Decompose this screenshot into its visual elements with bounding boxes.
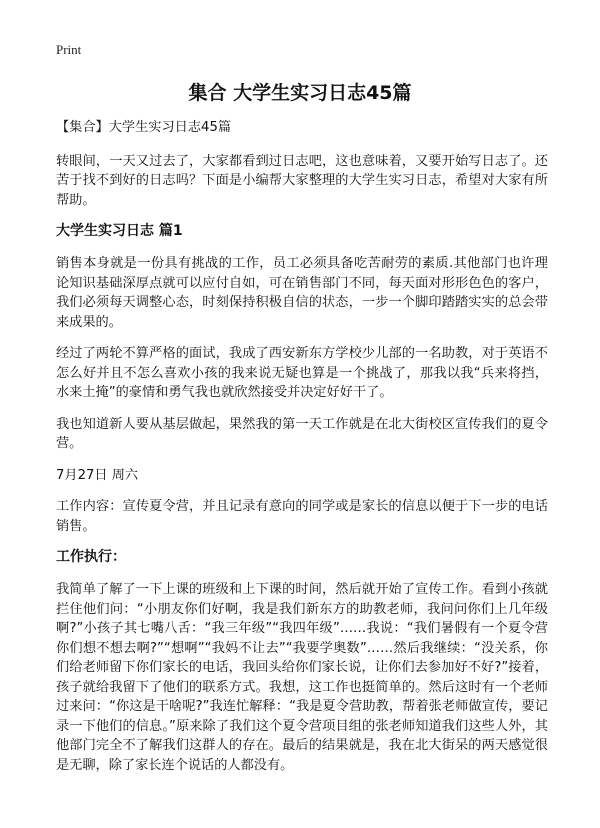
section-heading-1: 大学生实习日志 篇1 [56,223,183,239]
document-subtitle: 【集合】大学生实习日志45篇 [56,120,232,135]
print-label: Print [56,42,82,57]
paragraph-2: 经过了两轮不算严格的面试，我成了西安新东方学校少儿部的一名助教，对于英语不怎么好并且不怎么喜欢小孩的我来说无疑也算是一个挑战了，那我以我“兵来将挡，水来土掩”的豪情和勇气我也就欣然接受并决定好好干了。 [56,346,548,400]
paragraph-4: 工作内容：宣传夏令营，并且记录有意向的同学或是家长的信息以便于下一步的电话销售。 [56,499,548,534]
date-line: 7月27日 周六 [56,467,139,483]
paragraph-5: 我简单了解了一下上课的班级和上下课的时间，然后就开始了宣传工作。看到小孩就拦住他们问：“小朋友你们好啊，我是我们新东方的助教老师，我问问你们上几年级啊?”小孩子其七嘴八舌：“我三年级”“我四年级”……我说：“我们暑假有一个夏令营你们想不想去啊?”“想啊”“我妈不让去”“我要学奥数”……然后我继续：“没关系，你们给老师留下你们家长的电话，我回头给你们家长说，让你们去参加好不好?”接着，孩子就给我留下了他们的联系方式。我想，这工作也挺简单的。然后这时有一个老师过来问：“你这是干啥呢?”我连忙解释：“我是夏令营助教，帮着张老师做宣传，要记录一下他们的信息。”原来除了我们这个夏令营项目组的张老师知道我们这些人外，其他部门完全不了解我们这群人的存在。最后的结果就是，我在北大街呆的两天感觉很是无聊，除了家长连个说话的人都没有。 [56,582,548,773]
section-heading-2: 工作执行： [56,549,126,565]
document-title: 集合 大学生实习日志45篇 [188,82,412,104]
paragraph-3: 我也知道新人要从基层做起，果然我的第一天工作就是在北大街校区宣传我们的夏令营。 [56,416,548,451]
intro-paragraph: 转眼间，一天又过去了，大家都看到过日志吧，这也意味着，又要开始写日志了。还苦于找不到好的日志吗？下面是小编帮大家整理的大学生实习日志，希望对大家有所帮助。 [56,153,548,208]
document-body [56,118,548,787]
paragraph-1: 销售本身就是一份具有挑战的工作，员工必须具备吃苦耐劳的素质.其他部门也许理论知识基础深厚点就可以应付自如，可在销售部门不同，每天面对形形色色的客户，我们必须每天调整心态，时刻保持积极自信的状态，一步一个脚印踏踏实实的总会带来成果的。 [56,256,548,330]
